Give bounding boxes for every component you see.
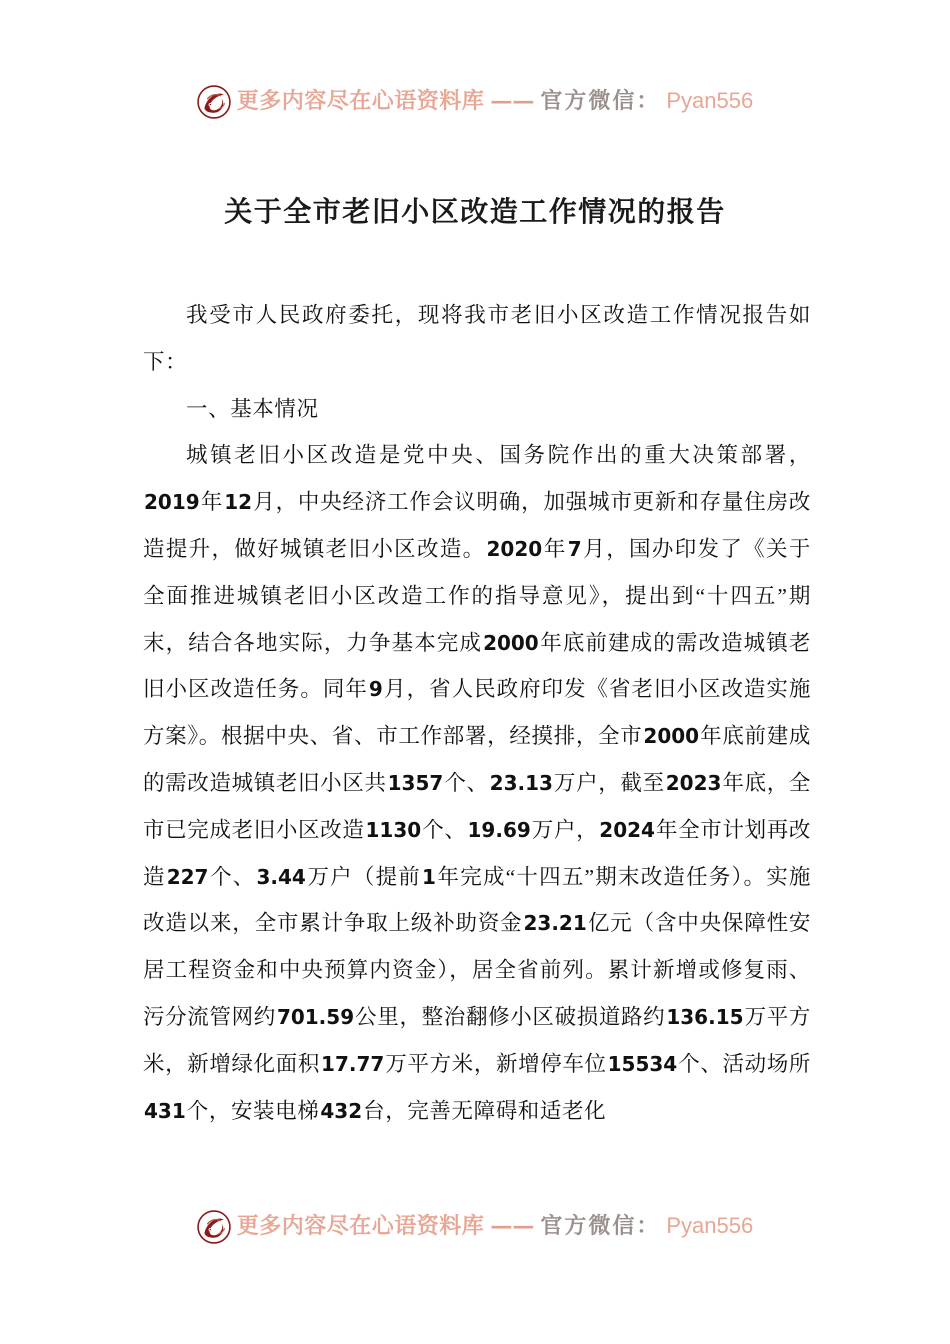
watermark-dash: —— xyxy=(490,1213,535,1239)
watermark-wechat-label: 官方微信： xyxy=(540,1213,661,1239)
watermark-brand-text: 更多内容尽在心语资料库 xyxy=(236,1213,485,1239)
inline-figure: 15534 xyxy=(607,1051,678,1076)
inline-figure: 227 xyxy=(166,864,209,889)
swirl-seal-logo-icon xyxy=(197,85,231,119)
paragraph-intro: 我受市人民政府委托，现将我市老旧小区改造工作情况报告如下： xyxy=(143,303,811,374)
swirl-seal-logo-icon xyxy=(197,1210,231,1244)
inline-figure: 2020 xyxy=(486,536,543,561)
section-heading-basic-situation: 一、基本情况 xyxy=(186,396,319,421)
inline-figure: 2000 xyxy=(483,630,539,655)
inline-figure: 7 xyxy=(567,536,582,561)
watermark-wechat-label: 官方微信： xyxy=(540,88,661,114)
watermark-brand-text: 更多内容尽在心语资料库 xyxy=(236,88,485,114)
watermark-wechat-handle: Pyan556 xyxy=(666,88,754,113)
document-body xyxy=(143,292,811,1134)
inline-figure: 17.77 xyxy=(321,1051,385,1076)
inline-figure: 136.15 xyxy=(666,1004,744,1029)
inline-figure: 432 xyxy=(320,1098,363,1123)
inline-figure: 1 xyxy=(422,864,436,889)
document-title: 关于全市老旧小区改造工作情况的报告 xyxy=(224,194,726,228)
inline-figure: 2024 xyxy=(599,817,655,842)
inline-figure: 431 xyxy=(144,1098,186,1123)
inline-figure: 12 xyxy=(224,490,253,515)
inline-figure: 23.21 xyxy=(523,911,587,936)
inline-figure: 1357 xyxy=(387,770,444,795)
inline-figure: 19.69 xyxy=(467,817,531,842)
inline-figure: 1130 xyxy=(365,817,422,842)
watermark-footer xyxy=(0,1209,950,1243)
inline-figure: 701.59 xyxy=(276,1004,355,1029)
inline-figure: 2000 xyxy=(643,724,700,749)
inline-figure: 2019 xyxy=(144,490,200,515)
watermark-wechat-handle: Pyan556 xyxy=(666,1213,754,1238)
watermark-dash: —— xyxy=(490,88,535,114)
paragraph-basic-situation-body: 城镇老旧小区改造是党中央、国务院作出的重大决策部署，2019年12月，中央经济工作会议明确，加强城市更新和存量住房改造提升，做好城镇老旧小区改造。2020年7月，国办印发了《关于全面推进城镇老旧小区改造工作的指导意见》，提出到“十四五”期末，结合各地实际，力争基本完成2000年底前建成的需改造城镇老旧小区改造任务。同年9月，省人民政府印发《省老旧小区改造实施方案》。根据中央、省、市工作部署，经摸排，全市2000年底前建成的需改造城镇老旧小区共1357个、23.13万户，截至2023年底，全市已完成老旧小区改造1130个、19.69万户，2024年全市计划再改造227个、3.44万户（提前1年完成“十四五”期末改造任务）。实施改造以来，全市累计争取上级补助资金23.21亿元（含中央保障性安居工程资金和中央预算内资金），居全省前列。累计新增或修复雨、污分流管网约701.59公里，整治翻修小区破损道路约136.15万平方米，新增绿化面积17.77万平方米，新增停车位15534个、活动场所431个，安装电梯432台，完善无障碍和适老化 xyxy=(143,443,812,1123)
inline-figure: 9 xyxy=(368,677,383,702)
inline-figure: 23.13 xyxy=(489,770,553,795)
inline-figure: 3.44 xyxy=(256,864,306,889)
inline-figure: 2023 xyxy=(665,770,722,795)
watermark-header xyxy=(0,84,950,118)
